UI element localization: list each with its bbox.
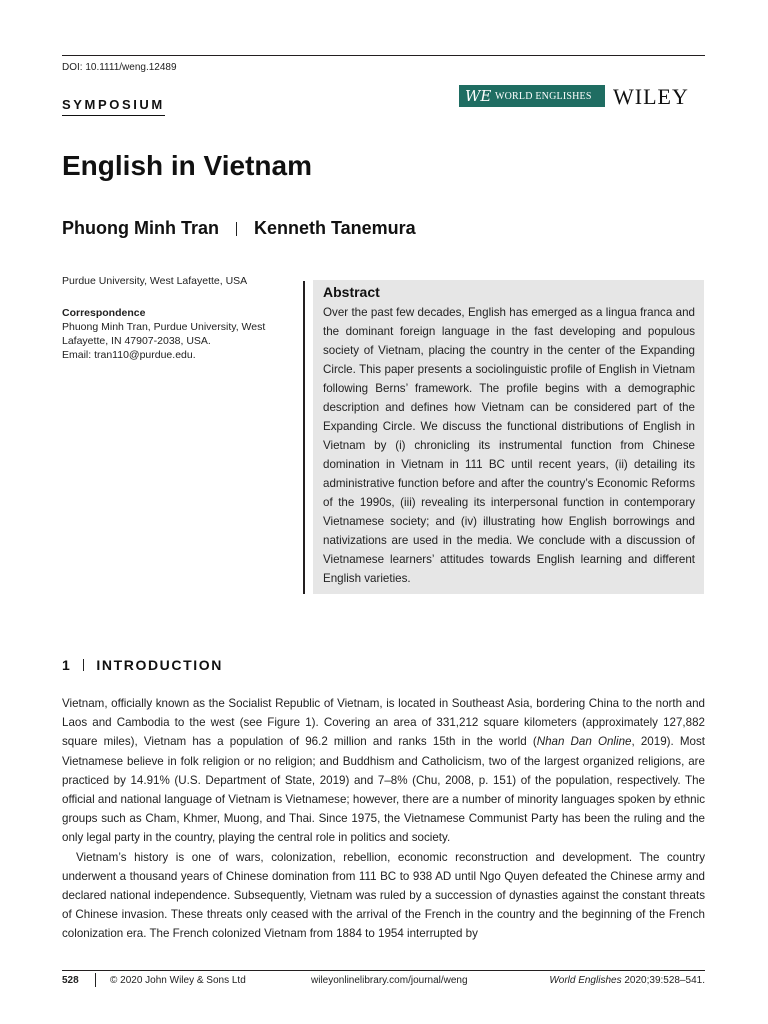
section-separator <box>83 659 84 671</box>
journal-url[interactable]: wileyonlinelibrary.com/journal/weng <box>311 975 468 986</box>
footer-separator <box>95 973 96 987</box>
footer-rule <box>62 970 705 971</box>
journal-citation <box>549 975 705 986</box>
abstract-text: Over the past few decades, English has emerged as a lingua franca and the dominant foreign language in the fast developing and populous society of Vietnam, placing the country in the center of the Expanding Circle. This paper presents a sociolinguistic profile of English in Vietnam following Berns’ framework. The profile begins with a demographic description and defines how Vietnam can be considered part of the Expanding Circle. We discuss the functional distributions of English in Vietnam by (i) chronicling its instrumental function from Chinese domination in Vietnam in 111 BC until recent years, (ii) detailing its administrative function before and after the country’s Economic Reforms of the 1990s, (iii) revealing its interpersonal function in contemporary Vietnamese society; and (iv) illustrating how English borrowings and nativizations are used in the media. We conclude with a discussion of Vietnamese learners’ attitudes towards English learning and different English varieties. <box>323 306 695 585</box>
journal-logo-mark: WE <box>465 87 492 105</box>
paragraph <box>62 694 705 848</box>
citation-details: 2020;39:528–541. <box>621 975 705 986</box>
section-label: SYMPOSIUM <box>62 97 165 116</box>
correspondence-address: Phuong Minh Tran, Purdue University, West Lafayette, IN 47907-2038, USA. <box>62 321 266 347</box>
correspondence-heading: Correspondence <box>62 307 146 319</box>
article-title: English in Vietnam <box>62 150 312 181</box>
author-name: Kenneth Tanemura <box>253 218 416 238</box>
publisher-logo: WILEY <box>613 84 689 109</box>
citation-italic: Nhan Dan Online <box>536 735 632 749</box>
correspondence-block <box>62 306 292 362</box>
paragraph-text: , 2019). Most Vietnamese believe in folk religion or no religion; and Buddhism and Catholicism, two of the largest organized religions, are practiced by 14.91% (U.S. Department of State, 2019) and 7–8% (Chu, 2008, p. 151) of the population, respectively. The official and national language of Vietnam is Vietnamese; however, there are a number of minority languages spoken by ethnic groups such as Cham, Khmer, Muong, and Thai. Since 1975, the Vietnamese Communist Party has been the ruling and the only legal party in the country, playing the central role in politics and society. <box>62 735 705 845</box>
abstract-box <box>313 280 704 594</box>
page-number: 528 <box>62 975 79 986</box>
doi: DOI: 10.1111/weng.12489 <box>62 62 177 73</box>
author-name: Phuong Minh Tran <box>62 218 219 238</box>
body-text <box>62 694 705 944</box>
header-rule <box>62 55 705 56</box>
abstract-divider <box>303 281 305 594</box>
paragraph-text: Vietnam, officially known as the Socialist Republic of Vietnam, is located in Southeast Asia, bordering China to the north and Laos and Cambodia to the west (see Figure 1). Covering an area of 331,212 square kilometers (approximately 127,882 square miles), Vietnam has a population of 96.2 million and ranks 15th in the world ( <box>62 697 705 749</box>
journal-logo-text: WORLD ENGLISHES <box>495 90 592 102</box>
author-list <box>62 218 416 239</box>
affiliation: Purdue University, West Lafayette, USA <box>62 275 248 287</box>
copyright: © 2020 John Wiley & Sons Ltd <box>110 975 246 986</box>
paragraph: Vietnam’s history is one of wars, colonization, rebellion, economic reconstruction and development. The country underwent a thousand years of Chinese domination from 111 BC to 938 AD until Ngo Quyen defeated the Chinese army and declared national independence. Subsequently, Vietnam was ruled by a succession of dynasties against the constant threats of Chinese invasion. These threats only ceased with the arrival of the French in the country and the beginning of the French colonization era. The French colonized Vietnam from 1884 to 1954 interrupted by <box>62 850 705 941</box>
journal-name: World Englishes <box>549 975 622 986</box>
section-heading <box>62 657 223 673</box>
section-title: INTRODUCTION <box>96 657 223 673</box>
section-number: 1 <box>62 657 72 673</box>
correspondence-email: Email: tran110@purdue.edu. <box>62 349 196 361</box>
author-separator <box>236 222 237 236</box>
abstract-heading: Abstract <box>323 284 380 300</box>
journal-logo <box>459 85 605 107</box>
